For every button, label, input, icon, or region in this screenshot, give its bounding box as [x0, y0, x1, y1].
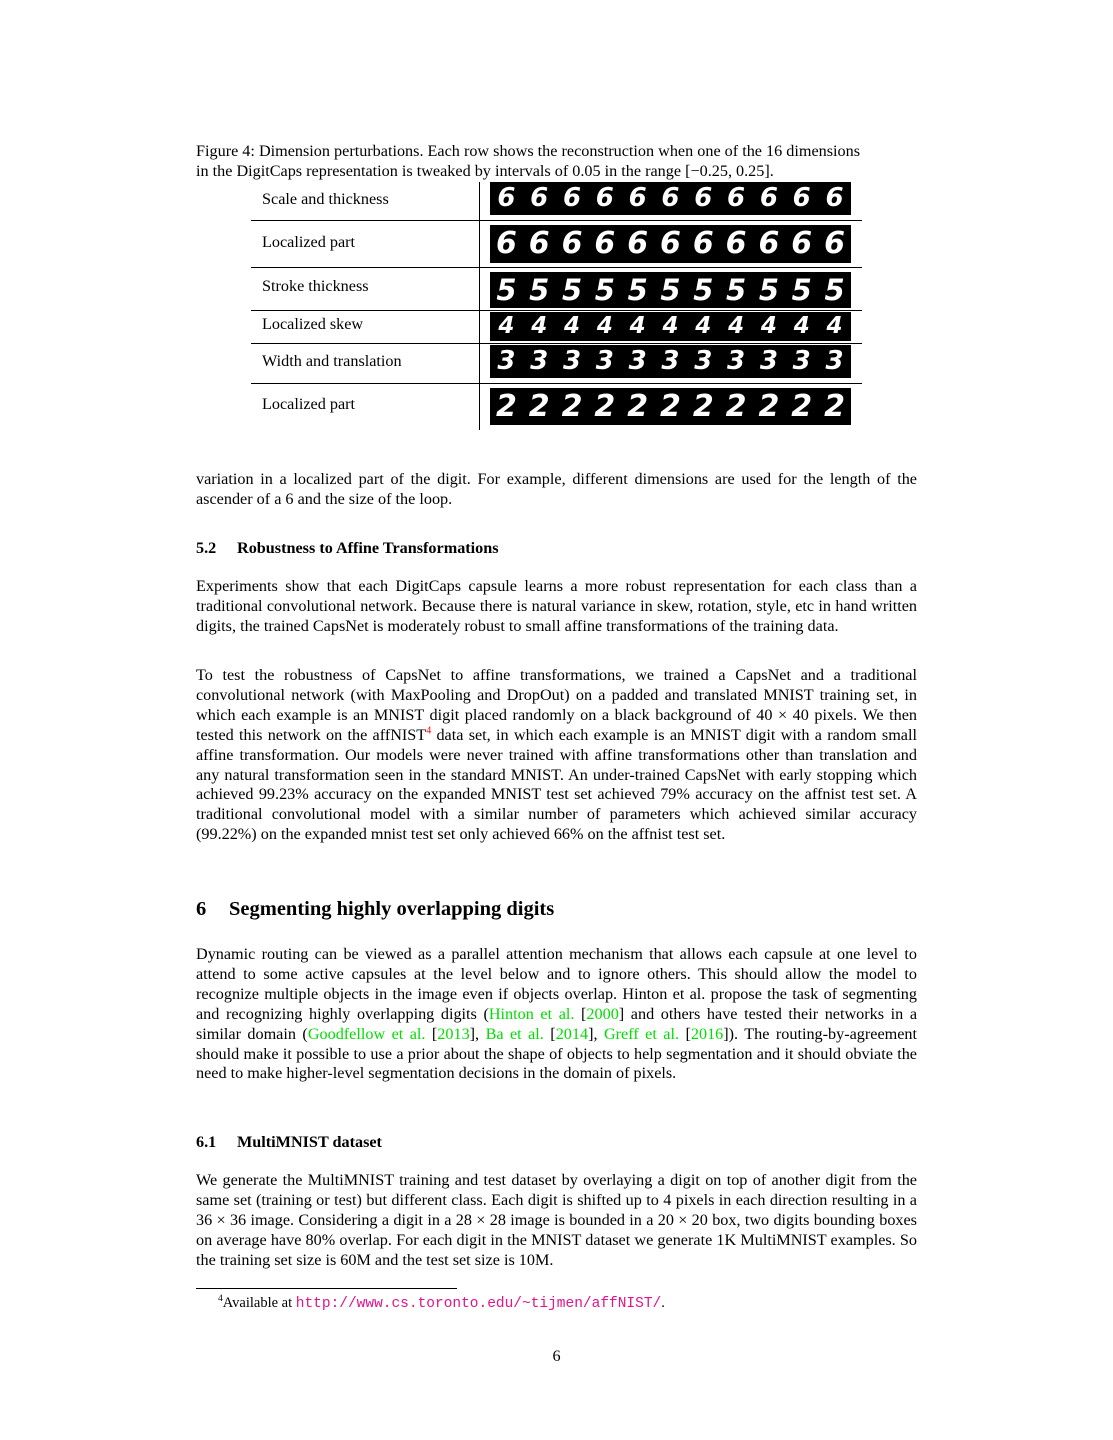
digit-reconstruction: 6 [727, 183, 746, 213]
digit-reconstruction: 6 [661, 183, 680, 213]
digit-reconstruction: 2 [660, 389, 681, 424]
digit-reconstruction: 5 [693, 273, 714, 307]
digit-reconstruction: 5 [824, 273, 845, 307]
row-label: Localized skew [262, 315, 364, 333]
digit-reconstruction: 3 [825, 346, 844, 376]
row-label: Localized part [262, 233, 356, 251]
reconstruction-strip [490, 225, 851, 263]
section-title: Segmenting highly overlapping digits [229, 898, 555, 920]
paragraph-5-2-a: Experiments show that each DigitCaps capsule learns a more robust representation for each class than a traditional convolutional network. Because there is natural variance in skew, rotation, style, etc in hand written digits, the trained CapsNet is moderately robust to small affine transformations of the training data. [196, 577, 917, 635]
reconstruction-strip [490, 345, 851, 378]
digit-reconstruction: 6 [692, 226, 714, 261]
digit-reconstruction: 4 [662, 313, 679, 339]
digit-reconstruction: 6 [759, 183, 778, 213]
digit-reconstruction: 6 [595, 183, 614, 213]
paragraph-text: data set, in which each example is an MNIST digit with a random small affine transformation. Our models were never trained with affine transformations other than translation and any natural transformation seen in the standard MNIST. An under-trained CapsNet with early stopping which achieved 99.23% accuracy on the expanded MNIST test set achieved 79% accuracy on the affnist test set. A traditional convolutional model with a similar number of parameters which achieved similar accuracy (99.22%) on the expanded mnist test set only achieved 66% on the affnist test set. [196, 725, 917, 844]
figure-caption-line-1: Figure 4: Dimension perturbations. Each row shows the reconstruction when one of the 16 dimensions [196, 142, 861, 160]
digit-reconstruction: 6 [825, 183, 844, 213]
digit-reconstruction: 6 [628, 183, 647, 213]
digit-reconstruction: 2 [824, 389, 845, 424]
footnote-text: Available at [222, 1294, 296, 1311]
digit-reconstruction: 6 [561, 226, 583, 261]
digit-reconstruction: 4 [564, 313, 581, 339]
row-label: Scale and thickness [262, 190, 389, 208]
digit-reconstruction: 5 [561, 273, 583, 307]
paragraph-intro: variation in a localized part of the digit. For example, different dimensions are used for the length of the ascender of a 6 and the size of the loop. [196, 470, 917, 508]
digit-reconstruction: 5 [627, 273, 648, 307]
page-number: 6 [552, 1347, 561, 1365]
reconstruction-strip [490, 182, 851, 215]
figure-row [251, 221, 862, 267]
digit-reconstruction: 2 [561, 389, 583, 424]
digit-reconstruction: 3 [530, 346, 549, 376]
digit-reconstruction: 5 [726, 273, 747, 307]
digit-reconstruction: 3 [497, 346, 516, 376]
digit-reconstruction: 6 [562, 183, 582, 213]
citation-link[interactable]: Hinton et al. [488, 1004, 575, 1023]
paragraph-text: ] and others have tested their networks in a similar domain ( [196, 1004, 918, 1043]
footnote-rule [196, 1288, 457, 1289]
citation-year-link[interactable]: 2016 [690, 1024, 724, 1043]
digit-reconstruction: 4 [760, 313, 777, 339]
footnote-trailing: . [661, 1294, 665, 1311]
figure-row [251, 311, 862, 343]
footnote-ref[interactable]: 4 [426, 725, 432, 737]
digit-reconstruction: 3 [694, 346, 713, 376]
section-heading-6-1 [196, 1133, 382, 1152]
figure-4-table [251, 182, 862, 430]
digit-reconstruction: 5 [529, 273, 550, 307]
section-heading-5-2 [196, 539, 499, 558]
digit-reconstruction: 6 [594, 226, 616, 261]
section-number: 6 [196, 898, 207, 920]
section-number: 5.2 [196, 539, 217, 557]
digit-reconstruction: 5 [791, 273, 812, 307]
digit-reconstruction: 6 [694, 183, 713, 213]
section-title: Robustness to Affine Transformations [237, 539, 499, 557]
digit-reconstruction: 3 [661, 346, 680, 376]
digit-reconstruction: 5 [496, 273, 517, 307]
figure-caption-line-2: in the DigitCaps representation is tweaked by intervals of 0.05 in the range [−0.25, 0.25]. [196, 162, 774, 180]
paragraph-text: ]). The routing-by-agreement should make it possible to use a prior about the shape of objects to help segmentation and it should obviate the need to make higher-level segmentation decisions in the domain of pixels. [196, 1024, 918, 1083]
citation-year-link[interactable]: 2000 [586, 1004, 619, 1023]
digit-reconstruction: 4 [826, 313, 843, 339]
citation-year-link[interactable]: 2014 [555, 1024, 589, 1043]
row-label: Stroke thickness [262, 277, 369, 295]
digit-reconstruction: 4 [629, 313, 646, 339]
digit-reconstruction: 5 [758, 273, 779, 307]
digit-reconstruction: 6 [824, 226, 845, 261]
digit-reconstruction: 6 [627, 226, 649, 261]
digit-reconstruction: 3 [562, 346, 582, 376]
paragraph-5-2-b [196, 666, 917, 845]
figure-caption [196, 141, 917, 181]
paragraph-text: To test the robustness of CapsNet to affine transformations, we trained a CapsNet and a traditional convolutional network (with MaxPooling and DropOut) on a padded and translated MNIST training set, in which each example is an MNIST digit placed randomly on a black background of 40 × 40 pixels. We then tested this network on the affNIST [196, 666, 917, 744]
paragraph-text: Dynamic routing can be viewed as a parallel attention mechanism that allows each capsule at one level to attend to some active capsules at the level below and to ignore others. This should allow the model to recognize multiple objects in the image even if objects overlap. Hinton et al. propose the task of segmenting and recognizing highly overlapping digits ( [196, 945, 917, 1023]
section-number: 6.1 [196, 1133, 217, 1151]
digit-reconstruction: 2 [791, 389, 813, 424]
digit-reconstruction: 2 [528, 389, 550, 424]
digit-reconstruction: 6 [495, 226, 517, 261]
digit-reconstruction: 5 [660, 273, 681, 307]
footnote-mark: 4 [218, 1294, 223, 1304]
digit-reconstruction: 6 [791, 226, 813, 261]
paragraph-6-1: We generate the MultiMNIST training and test dataset by overlaying a digit on top of another digit from the same set (training or test) but different class. Each digit is shifted up to 4 pixels in each direction resulting in a 36 × 36 image. Considering a digit in a 28 × 28 image is bounded in a 20 × 20 box, two digits bounding boxes on average have 80% overlap. For each digit in the MNIST dataset we generate 1K MultiMNIST examples. So the training set size is 60M and the test set size is 10M. [196, 1171, 917, 1269]
row-label: Localized part [262, 395, 356, 413]
digit-reconstruction: 6 [758, 226, 780, 261]
digit-reconstruction: 3 [792, 346, 811, 376]
citation-link[interactable]: Ba et al. [485, 1024, 544, 1043]
digit-reconstruction: 2 [758, 389, 780, 424]
citation-link[interactable]: Greff et al. [603, 1024, 680, 1043]
digit-reconstruction: 3 [595, 346, 614, 376]
digit-reconstruction: 2 [725, 389, 747, 424]
row-label: Width and translation [262, 352, 402, 370]
digit-reconstruction: 6 [725, 226, 747, 261]
digit-reconstruction: 2 [627, 389, 649, 424]
reconstruction-strip [490, 272, 851, 308]
figure-row [251, 344, 862, 383]
figure-row [251, 182, 862, 220]
digit-reconstruction: 4 [728, 313, 745, 339]
digit-reconstruction: 5 [594, 273, 615, 307]
citation-link[interactable]: Goodfellow et al. [307, 1024, 426, 1043]
digit-reconstruction: 6 [530, 183, 549, 213]
digit-reconstruction: 2 [594, 389, 616, 424]
digit-reconstruction: 6 [528, 226, 550, 261]
digit-reconstruction: 3 [759, 346, 778, 376]
footnote-url-link[interactable]: http://www.cs.toronto.edu/~tijmen/affNIST/ [295, 1295, 662, 1312]
digit-reconstruction: 3 [628, 346, 647, 376]
digit-reconstruction: 4 [531, 313, 548, 339]
digit-reconstruction: 2 [495, 389, 517, 424]
digit-reconstruction: 4 [793, 313, 810, 339]
digit-reconstruction: 4 [596, 313, 613, 339]
section-heading-6 [196, 898, 554, 921]
paragraph-6: Dynamic routing can be viewed as a parallel attention mechanism that allows each capsule at one level to attend to some active capsules at the level below and to ignore others. This should allow the model to recognize multiple objects in the image even if objects overlap. Hinton et al. propose the task of segmenting and recognizing highly overlapping digits (Hinton et al. [2000] and others have tested their networks in a similar domain (Goodfellow et al. [2013], Ba et al. [2014], Greff et al. [2016]). The routing-by-agreement should make it possible to use a prior about the shape of objects to help segmentation and it should obviate the need to make higher-level segmentation decisions in the domain of pixels. [196, 945, 918, 1083]
section-title: MultiMNIST dataset [237, 1133, 382, 1151]
digit-reconstruction: 4 [498, 313, 515, 339]
digit-reconstruction: 6 [497, 183, 516, 213]
digit-reconstruction: 4 [695, 313, 712, 339]
reconstruction-strip [490, 388, 851, 425]
footnote [218, 1294, 665, 1312]
digit-reconstruction: 6 [792, 183, 811, 213]
digit-reconstruction: 6 [660, 226, 681, 261]
digit-reconstruction: 3 [727, 346, 746, 376]
figure-row [251, 384, 862, 430]
figure-row [251, 268, 862, 310]
digit-reconstruction: 2 [692, 389, 714, 424]
reconstruction-strip [490, 312, 851, 341]
citation-year-link[interactable]: 2013 [437, 1024, 470, 1043]
